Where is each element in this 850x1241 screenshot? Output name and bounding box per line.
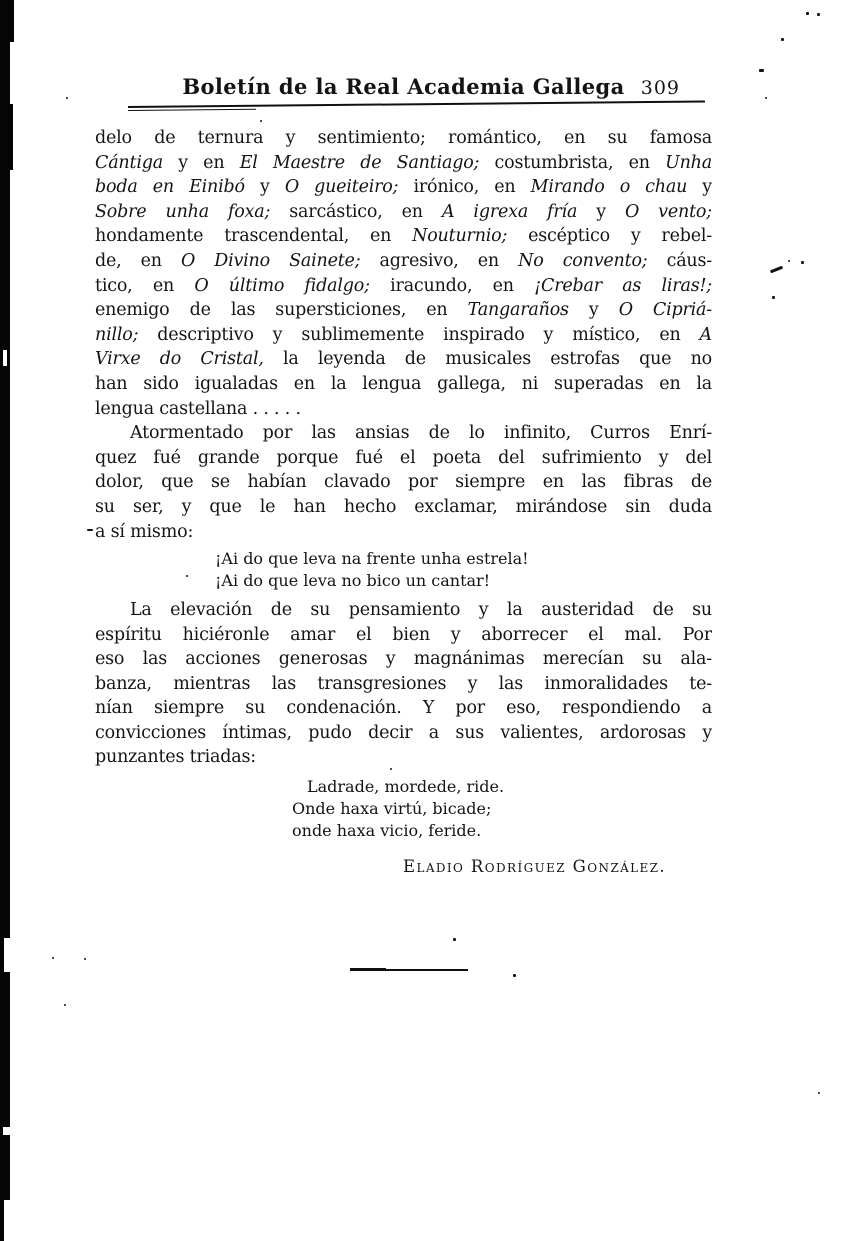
- text-line: [95, 274, 712, 299]
- noise-speck: [52, 957, 54, 959]
- body-text: y: [687, 177, 712, 198]
- text-line: [95, 249, 712, 274]
- text-line: [95, 421, 712, 446]
- noise-speck: [765, 97, 767, 99]
- noise-speck: [84, 958, 86, 960]
- body-text: convicciones íntimas, pudo decir a sus valientes, ardorosas y: [95, 722, 712, 743]
- italic-title-text: A igrexa fría: [441, 201, 578, 222]
- italic-title-text: Nouturnio;: [412, 226, 508, 247]
- binding-notch: [3, 1127, 10, 1135]
- binding-edge-bump: [0, 0, 14, 42]
- binding-notch: [4, 938, 10, 972]
- verse-line: Onde haxa virtú, bicade;: [292, 798, 492, 818]
- closing-rule-left-segment: [350, 968, 386, 971]
- verse-line: ¡Ai do que leva na frente unha estrela!: [215, 549, 529, 569]
- body-text: y: [577, 201, 625, 222]
- italic-title-text: A: [699, 324, 712, 345]
- verse-line: onde haxa vicio, feride.: [292, 820, 482, 840]
- italic-title-text: Unha: [665, 152, 712, 173]
- text-line: [95, 200, 712, 225]
- italic-title-text: Mirando o chau: [530, 177, 688, 198]
- italic-title-text: Cántiga: [95, 152, 163, 173]
- text-line: [95, 372, 712, 397]
- body-text: iracundo, en: [369, 275, 535, 296]
- running-header: [95, 74, 712, 104]
- body-text: de, en: [95, 250, 181, 271]
- body-text: y: [568, 300, 619, 321]
- text-line: [95, 470, 712, 495]
- binding-notch: [4, 1200, 10, 1241]
- verse-quote: [95, 548, 712, 592]
- text-line: [95, 446, 712, 471]
- text-line: [95, 647, 712, 672]
- body-text: tico, en: [95, 275, 195, 296]
- italic-title-text: O último fidalgo;: [194, 275, 370, 296]
- text-line: [95, 696, 712, 721]
- body-text: dolor, que se habían clavado por siempre en las fibras de: [95, 472, 712, 493]
- body-text: y: [244, 177, 285, 198]
- body-text: Atormentado por las ansias de lo infinito, Curros Enrí-: [130, 423, 712, 444]
- text-line: [95, 298, 712, 323]
- body-text: agresivo, en: [360, 250, 519, 271]
- verse-quote: [95, 776, 712, 842]
- italic-title-text: O vento;: [624, 201, 712, 222]
- noise-speck: [781, 38, 784, 41]
- text-block: [95, 126, 712, 876]
- text-line: [95, 397, 712, 422]
- noise-speck: [186, 575, 188, 577]
- body-text: a sí mismo:: [95, 521, 194, 542]
- text-line: [95, 347, 712, 372]
- noise-speck: [801, 261, 804, 264]
- body-text: lengua castellana . . . . .: [95, 398, 301, 419]
- text-line: [95, 672, 712, 697]
- header-rule-fragment: [128, 109, 256, 112]
- page-number: 309: [640, 77, 680, 99]
- noise-speck: [260, 120, 262, 122]
- noise-speck: [513, 974, 516, 977]
- noise-speck: [806, 12, 809, 15]
- body-text: irónico, en: [398, 177, 531, 198]
- italic-title-text: No convento;: [518, 250, 648, 271]
- text-line: [95, 495, 712, 520]
- italic-title-text: El Maestre de Santiago;: [239, 152, 480, 173]
- body-text: punzantes triadas:: [95, 747, 256, 768]
- journal-title: Boletín de la Real Academia Gallega: [182, 74, 625, 99]
- noise-speck: [788, 260, 790, 262]
- paragraph: [95, 126, 712, 421]
- italic-title-text: boda en Einibó: [95, 177, 245, 198]
- body-text: la leyenda de musicales estrofas que no: [263, 349, 712, 370]
- body-text: hondamente trascendental, en: [95, 226, 413, 247]
- italic-title-text: Sobre unha foxa;: [95, 201, 271, 222]
- body-text: sarcástico, en: [270, 201, 442, 222]
- text-line: [95, 598, 712, 623]
- noise-speck: [453, 938, 456, 941]
- paragraph: [95, 598, 712, 770]
- author-signature: Eladio Rodríguez González.: [403, 856, 667, 876]
- body-text: y en: [162, 152, 240, 173]
- italic-title-text: nillo;: [95, 324, 139, 345]
- text-line: [95, 721, 712, 746]
- text-line: [95, 151, 712, 176]
- noise-speck: [66, 97, 68, 99]
- noise-dash: [87, 529, 93, 531]
- body-text: delo de ternura y sentimiento; romántico, en su famosa: [95, 128, 712, 148]
- verse-line: Ladrade, mordede, ride.: [307, 777, 505, 797]
- binding-edge-bump: [9, 104, 13, 170]
- body-text: su ser, y que le han hecho exclamar, mirándose sin duda: [95, 496, 712, 517]
- noise-speck: [390, 768, 392, 770]
- noise-speck: [759, 69, 764, 72]
- noise-speck: [817, 13, 820, 16]
- italic-title-text: Tangaraños: [467, 300, 569, 321]
- italic-title-text: O Divino Sainete;: [180, 250, 361, 271]
- text-line: [95, 175, 712, 200]
- noise-speck: [772, 296, 775, 299]
- italic-title-text: Virxe do Cristal,: [95, 349, 264, 370]
- body-text: nían siempre su condenación. Y por eso, respondiendo a: [95, 698, 712, 719]
- text-line: [95, 224, 712, 249]
- text-line: [95, 623, 712, 648]
- binding-notch: [3, 350, 7, 366]
- body-text: han sido igualadas en la lengua gallega, ni superadas en la: [95, 373, 712, 394]
- body-text: costumbrista, en: [479, 152, 666, 173]
- body-text: eso las acciones generosas y magnánimas merecían su ala-: [95, 649, 712, 670]
- text-line: [95, 520, 712, 545]
- text-line: [95, 323, 712, 348]
- body-text: La elevación de su pensamiento y la austeridad de su: [130, 599, 712, 620]
- binding-edge: [0, 0, 10, 1241]
- noise-speck: [818, 1092, 820, 1094]
- body-text: quez fué grande porque fué el poeta del sufrimiento y del: [95, 447, 712, 468]
- body-text: descriptivo y sublimemente inspirado y místico, en: [138, 324, 700, 345]
- italic-title-text: O Cipriá-: [618, 300, 712, 321]
- body-text: enemigo de las supersticiones, en: [95, 300, 468, 321]
- body-text: banza, mientras las transgresiones y las inmoralidades te-: [95, 673, 712, 694]
- body-text: espíritu hiciéronle amar el bien y aborrecer el mal. Por: [95, 624, 712, 645]
- verse-line: ¡Ai do que leva no bico un cantar!: [215, 571, 491, 590]
- paragraph: [95, 421, 712, 544]
- text-line: [95, 126, 712, 151]
- italic-title-text: ¡Crebar as liras!;: [534, 275, 712, 296]
- italic-title-text: O gueiteiro;: [284, 177, 399, 198]
- body-text: escéptico y rebel-: [507, 226, 712, 247]
- body-text: cáus-: [647, 250, 712, 271]
- noise-dash: [770, 266, 783, 274]
- noise-speck: [64, 1004, 66, 1006]
- text-line: [95, 745, 712, 770]
